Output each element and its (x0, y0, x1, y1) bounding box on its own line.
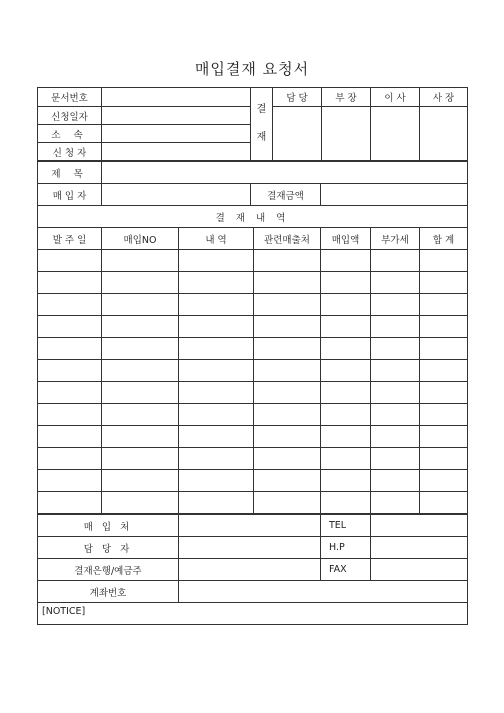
table-cell[interactable] (179, 316, 254, 338)
table-cell[interactable] (102, 250, 179, 272)
approver-sign-director[interactable] (322, 107, 371, 161)
table-cell[interactable] (38, 250, 102, 272)
table-cell[interactable] (371, 294, 420, 316)
table-cell[interactable] (102, 382, 179, 404)
table-cell[interactable] (420, 272, 468, 294)
amount-label: 결재금액 (251, 184, 321, 206)
table-cell[interactable] (102, 492, 179, 514)
table-cell[interactable] (420, 382, 468, 404)
department-value[interactable] (102, 125, 251, 143)
table-cell[interactable] (179, 338, 254, 360)
table-cell[interactable] (38, 360, 102, 382)
department-label: 소 속 (38, 125, 102, 143)
table-cell[interactable] (102, 404, 179, 426)
table-cell[interactable] (102, 272, 179, 294)
table-cell[interactable] (38, 338, 102, 360)
table-cell[interactable] (254, 404, 321, 426)
subject-value[interactable] (102, 162, 468, 184)
subject-label: 제 목 (38, 162, 102, 184)
table-cell[interactable] (254, 470, 321, 492)
table-cell[interactable] (321, 316, 371, 338)
table-cell[interactable] (321, 448, 371, 470)
table-cell[interactable] (254, 426, 321, 448)
purchaser-value[interactable] (102, 184, 251, 206)
table-row (38, 492, 468, 514)
table-cell[interactable] (371, 338, 420, 360)
table-row (38, 448, 468, 470)
table-cell[interactable] (420, 404, 468, 426)
approver-title-manager: 담 당 (273, 88, 322, 107)
table-row (38, 426, 468, 448)
table-row (38, 272, 468, 294)
approver-title-president: 사 장 (420, 88, 468, 107)
table-cell[interactable] (371, 492, 420, 514)
table-cell[interactable] (321, 294, 371, 316)
table-cell[interactable] (179, 448, 254, 470)
table-cell[interactable] (371, 250, 420, 272)
column-header: 부가세 (371, 228, 420, 250)
bank-value[interactable] (179, 559, 321, 581)
table-cell[interactable] (321, 404, 371, 426)
table-cell[interactable] (254, 382, 321, 404)
hp-value[interactable] (371, 537, 468, 559)
table-cell[interactable] (38, 448, 102, 470)
doc-number-label: 문서번호 (38, 88, 102, 107)
vendor-value[interactable] (179, 515, 321, 537)
table-cell[interactable] (38, 492, 102, 514)
table-cell[interactable] (420, 492, 468, 514)
details-table (37, 227, 468, 514)
table-cell[interactable] (102, 316, 179, 338)
vendor-table (37, 514, 468, 625)
table-cell[interactable] (254, 492, 321, 514)
approver-title-director: 부 장 (322, 88, 371, 107)
table-cell[interactable] (38, 426, 102, 448)
approver-sign-president[interactable] (420, 107, 468, 161)
table-cell[interactable] (38, 272, 102, 294)
table-cell[interactable] (321, 360, 371, 382)
approver-title-executive: 이 사 (371, 88, 420, 107)
column-header: 내 역 (179, 228, 254, 250)
header-table (37, 87, 468, 161)
table-cell[interactable] (102, 360, 179, 382)
table-cell[interactable] (102, 470, 179, 492)
table-cell[interactable] (420, 426, 468, 448)
table-cell[interactable] (38, 404, 102, 426)
table-cell[interactable] (179, 272, 254, 294)
table-cell[interactable] (38, 382, 102, 404)
table-cell[interactable] (321, 272, 371, 294)
table-cell[interactable] (321, 470, 371, 492)
contact-value[interactable] (179, 537, 321, 559)
account-label: 계좌번호 (38, 581, 179, 603)
amount-value[interactable] (321, 184, 468, 206)
table-cell[interactable] (371, 404, 420, 426)
table-cell[interactable] (179, 404, 254, 426)
table-cell[interactable] (102, 448, 179, 470)
approval-label (251, 88, 273, 161)
table-cell[interactable] (179, 382, 254, 404)
account-value[interactable] (179, 581, 468, 603)
tel-value[interactable] (371, 515, 468, 537)
table-row (38, 294, 468, 316)
column-header: 관련매출처 (254, 228, 321, 250)
notice-label: [NOTICE] (42, 606, 86, 617)
table-cell[interactable] (254, 360, 321, 382)
request-date-value[interactable] (102, 107, 251, 125)
applicant-label: 신 청 자 (38, 143, 102, 161)
approver-sign-manager[interactable] (273, 107, 322, 161)
table-cell[interactable] (371, 316, 420, 338)
table-cell[interactable] (420, 250, 468, 272)
table-row (38, 404, 468, 426)
table-cell[interactable] (254, 448, 321, 470)
table-cell[interactable] (321, 250, 371, 272)
table-cell[interactable] (371, 360, 420, 382)
approval-label-char-2: 재 (256, 132, 267, 143)
table-cell[interactable] (102, 338, 179, 360)
vendor-label: 매 입 처 (38, 515, 179, 537)
table-cell[interactable] (179, 360, 254, 382)
table-cell[interactable] (254, 294, 321, 316)
table-cell[interactable] (102, 294, 179, 316)
column-header: 합 계 (420, 228, 468, 250)
table-cell[interactable] (371, 272, 420, 294)
details-section-title: 결 재 내 역 (38, 206, 468, 228)
column-header: 발 주 일 (38, 228, 102, 250)
document-title: 매입결재 요청서 (194, 60, 310, 78)
table-cell[interactable] (179, 470, 254, 492)
table-cell[interactable] (420, 294, 468, 316)
doc-number-value[interactable] (102, 88, 251, 107)
details-header-row (38, 228, 468, 250)
table-cell[interactable] (254, 316, 321, 338)
table-cell[interactable] (371, 382, 420, 404)
fax-label: FAX (321, 559, 371, 581)
table-cell[interactable] (38, 294, 102, 316)
table-row (38, 338, 468, 360)
column-header: 매입액 (321, 228, 371, 250)
table-cell[interactable] (254, 338, 321, 360)
table-row (38, 316, 468, 338)
table-cell[interactable] (321, 382, 371, 404)
table-cell[interactable] (102, 426, 179, 448)
table-cell[interactable] (179, 492, 254, 514)
contact-label: 담 당 자 (38, 537, 179, 559)
table-cell[interactable] (179, 426, 254, 448)
table-cell[interactable] (420, 360, 468, 382)
fax-value[interactable] (371, 559, 468, 581)
table-cell[interactable] (420, 448, 468, 470)
applicant-value[interactable] (102, 143, 251, 161)
column-header: 매입NO (102, 228, 179, 250)
table-cell[interactable] (321, 426, 371, 448)
table-cell[interactable] (420, 316, 468, 338)
table-cell[interactable] (371, 448, 420, 470)
purchaser-label: 매 입 자 (38, 184, 102, 206)
table-cell[interactable] (420, 338, 468, 360)
notice-area[interactable] (38, 603, 468, 625)
table-cell[interactable] (179, 294, 254, 316)
request-date-label: 신청일자 (38, 107, 102, 125)
table-row (38, 250, 468, 272)
table-cell[interactable] (38, 470, 102, 492)
table-cell[interactable] (321, 338, 371, 360)
table-cell[interactable] (371, 470, 420, 492)
table-row (38, 470, 468, 492)
table-row (38, 360, 468, 382)
subject-table (37, 161, 468, 228)
table-cell[interactable] (38, 316, 102, 338)
table-cell[interactable] (254, 272, 321, 294)
table-cell[interactable] (321, 492, 371, 514)
table-cell[interactable] (254, 250, 321, 272)
table-row (38, 382, 468, 404)
table-cell[interactable] (420, 470, 468, 492)
bank-label: 결재은행/예금주 (38, 559, 179, 581)
table-cell[interactable] (371, 426, 420, 448)
approval-label-char-1: 결 (256, 104, 267, 115)
table-cell[interactable] (179, 250, 254, 272)
approver-sign-executive[interactable] (371, 107, 420, 161)
hp-label: H.P (321, 537, 371, 559)
tel-label: TEL (321, 515, 371, 537)
